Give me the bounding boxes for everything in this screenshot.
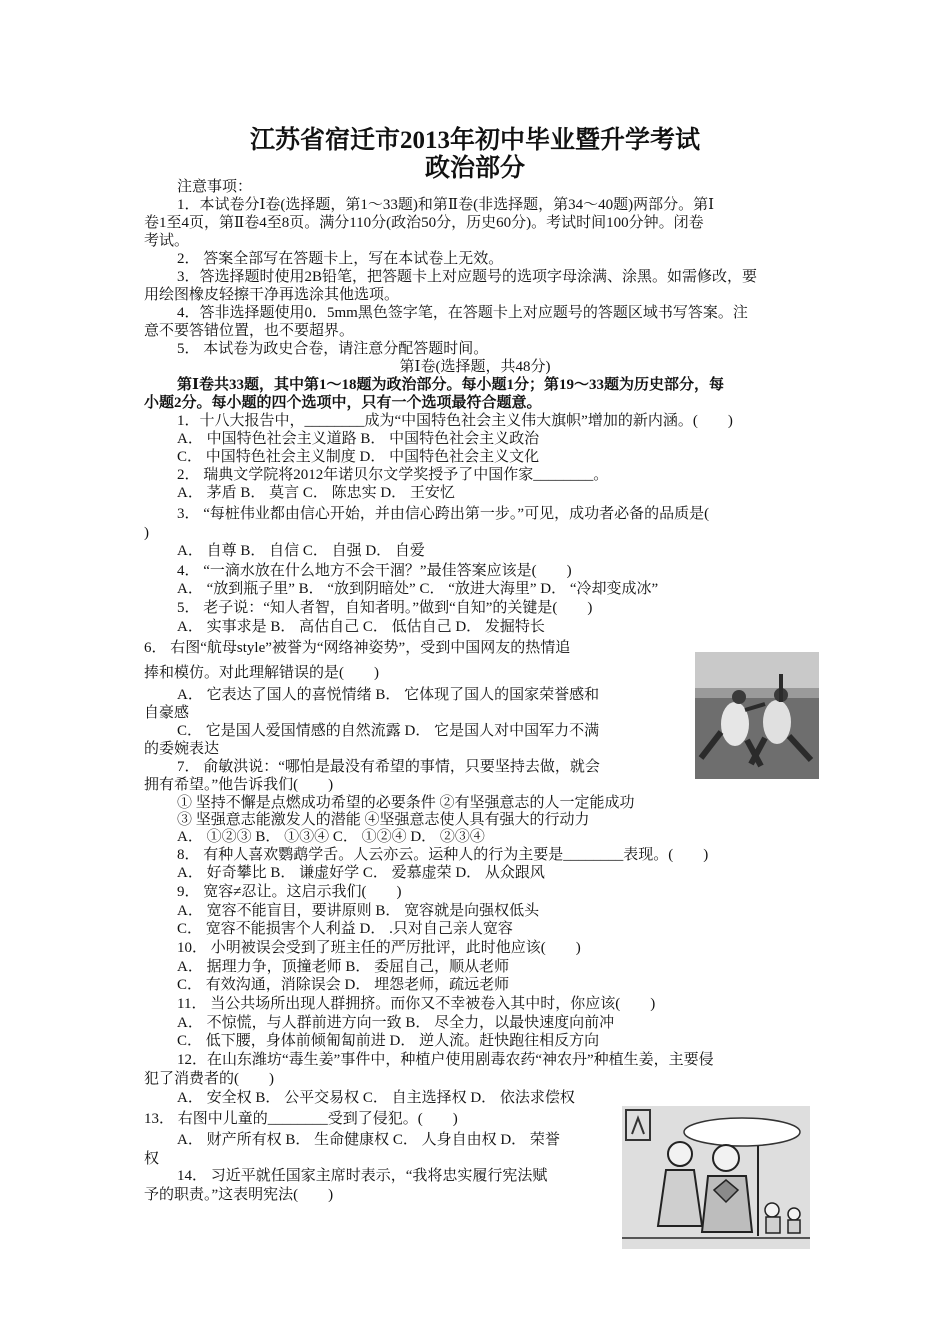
section-intro-line-1: 第Ⅰ卷共33题，其中第1～18题为政治部分。每小题1分；第19～33题为历史部分，每 [177,377,725,393]
question-10-options-ab: A． 据理力争，顶撞老师 B． 委屈自己，顺从老师 [177,959,510,975]
note-2: 2． 答案全部写在答题卡上，写在本试卷上无效。 [177,251,504,267]
question-5: 5． 老子说：“知人者智，自知者明。”做到“自知”的关键是( ) [177,600,593,616]
question-7-options: A． ①②③ B． ①③④ C． ①②④ D． ②③④ [177,829,485,845]
carrier-style-photo-drawing [695,652,819,779]
question-2-options: A． 茅盾 B． 莫言 C． 陈忠实 D． 王安忆 [177,485,455,501]
note-3-line-2: 用绘图橡皮轻擦干净再选涂其他选项。 [144,287,400,303]
question-5-options: A． 实事求是 B． 高估自己 C． 低估自己 D． 发掘特长 [177,619,545,635]
question-1: 1．十八大报告中，________成为“中国特色社会主义伟大旗帜”增加的新内涵。( ) [177,413,733,429]
question-11: 11． 当公共场所出现人群拥挤。而你又不幸被卷入其中时，你应该( ) [177,996,656,1012]
note-1-line-1: 1．本试卷分Ⅰ卷(选择题，第1～33题)和第Ⅱ卷(非选择题，第34～40题)两部分。第Ⅰ [177,197,715,213]
note-3-line-1: 3．答选择题时使用2B铅笔，把答题卡上对应题号的选项字母涂满、涂黑。如需修改，要 [177,269,758,285]
child-rights-cartoon-drawing [622,1106,810,1249]
question-3-line-2: ) [144,525,149,541]
exam-subtitle: 政治部分 [424,155,525,182]
question-3-options: A． 自尊 B． 自信 C． 自强 D． 自爱 [177,543,425,559]
question-14-line-1: 14． 习近平就任国家主席时表示，“我将忠实履行宪法赋 [177,1168,548,1184]
exam-title: 江苏省宿迁市2013年初中毕业暨升学考试 [249,127,700,154]
question-1-options-cd: C． 中国特色社会主义制度 D． 中国特色社会主义文化 [177,449,540,465]
question-4-options: A． “放到瓶子里” B． “放到阴暗处” C． “放进大海里” D． “冷却变成冰” [177,581,659,597]
question-11-options-ab: A． 不惊慌，与人群前进方向一致 B． 尽全力，以最快速度向前冲 [177,1015,615,1031]
notes-heading: 注意事项： [177,179,253,195]
question-12-line-2: 犯了消费者的( ) [144,1071,274,1087]
question-6-option-c-line-1: C． 它是国人爱国情感的自然流露 D． 它是国人对中国军力不满 [177,723,600,739]
section-heading: 第Ⅰ卷(选择题，共48分) [399,359,551,375]
question-7-statement-2: ③ 坚强意志能激发人的潜能 ④坚强意志使人具有强大的行动力 [177,812,590,828]
note-4-line-2: 意不要答错位置，也不要超界。 [144,323,355,339]
question-13-options-line-2: 权 [144,1151,160,1167]
question-6-option-c-line-2: 的委婉表达 [144,741,220,757]
question-9-options-ab: A． 宽容不能盲目，要讲原则 B． 宽容就是向强权低头 [177,903,540,919]
note-5: 5． 本试卷为政史合卷，请注意分配答题时间。 [177,341,489,357]
question-8: 8． 有种人喜欢鹦鹉学舌。人云亦云。运种人的行为主要是________表现。( ) [177,847,709,863]
child-rights-cartoon [622,1106,810,1249]
question-2: 2． 瑞典文学院将2012年诺贝尔文学奖授予了中国作家________。 [177,467,609,483]
question-6-line-1: 6． 右图“航母style”被誉为“网络神姿势”，受到中国网友的热情追 [144,640,571,656]
note-1-line-3: 考试。 [144,233,190,249]
question-3-line-1: 3． “每桩伟业都由信心开始，并由信心跨出第一步。”可见，成功者必备的品质是( [177,506,710,522]
question-14-line-2: 予的职责。”这表明宪法( ) [144,1187,334,1203]
question-9-options-cd: C． 宽容不能损害个人利益 D． .只对自己亲人宽容 [177,921,513,937]
question-12-line-1: 12．在山东潍坊“毒生姜”事件中，种植户使用剧毒农药“神农丹”种植生姜，主要侵 [177,1052,714,1068]
question-1-options-ab: A． 中国特色社会主义道路 B． 中国特色社会主义政治 [177,431,540,447]
carrier-style-photo [695,652,819,779]
question-6-option-a-line-1: A． 它表达了国人的喜悦情绪 B． 它体现了国人的国家荣誉感和 [177,687,600,703]
question-13-options-line-1: A． 财产所有权 B． 生命健康权 C． 人身自由权 D． 荣誉 [177,1132,560,1148]
section-intro-line-2: 小题2分。每小题的四个选项中，只有一个选项最符合题意。 [144,395,542,411]
question-11-options-cd: C． 低下腰，身体前倾匍匐前进 D． 逆人流。赶快跑往相反方向 [177,1033,600,1049]
question-13: 13． 右图中儿童的________受到了侵犯。( ) [144,1111,458,1127]
question-9: 9． 宽容≠忍让。这启示我们( ) [177,884,402,900]
question-10-options-cd: C． 有效沟通，消除误会 D． 埋怨老师，疏远老师 [177,977,510,993]
question-12-options: A． 安全权 B． 公平交易权 C． 自主选择权 D． 依法求偿权 [177,1090,575,1106]
note-1-line-2: 卷1至4页，第Ⅱ卷4至8页。满分110分(政治50分，历史60分)。考试时间100分钟。闭卷 [144,215,704,231]
note-4-line-1: 4．答非选择题使用0．5mm黑色签字笔，在答题卡上对应题号的答题区域书写答案。注 [177,305,748,321]
question-6-option-a-line-2: 自豪感 [144,705,190,721]
question-7-statement-1: ① 坚持不懈是点燃成功希望的必要条件 ②有坚强意志的人一定能成功 [177,795,635,811]
question-7-line-2: 拥有希望。”他告诉我们( ) [144,777,334,793]
question-10: 10． 小明被误会受到了班主任的严厉批评，此时他应该( ) [177,940,581,956]
question-8-options: A． 好奇攀比 B． 谦虚好学 C． 爱慕虚荣 D． 从众跟风 [177,865,545,881]
question-7-line-1: 7． 俞敏洪说：“哪怕是最没有希望的事情，只要坚持去做，就会 [177,759,600,775]
question-4: 4． “一滴水放在什么地方不会干涸？”最佳答案应该是( ) [177,563,572,579]
question-6-line-2: 捧和模仿。对此理解错误的是( ) [144,665,379,681]
